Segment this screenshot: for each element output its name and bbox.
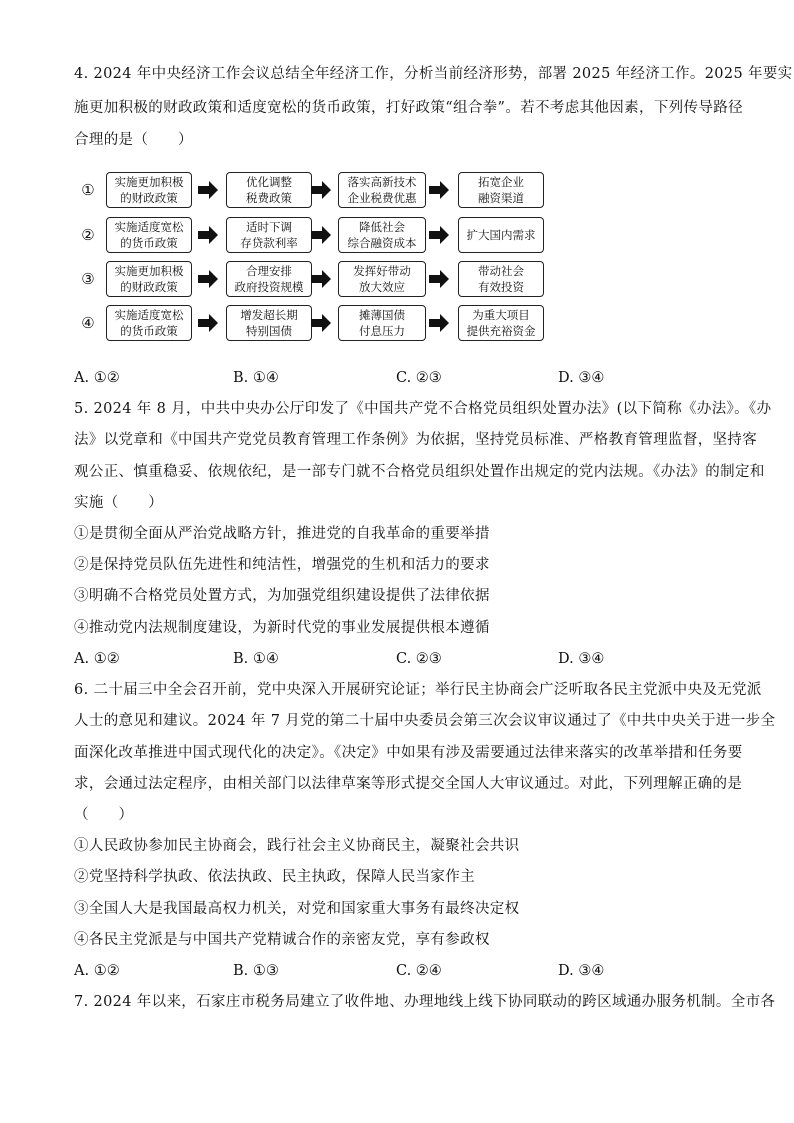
q6-statement-4: ④各民主党派是与中国共产党精诚合作的亲密友党，享有参政权 [74,932,490,948]
q6-statement-3: ③全国人大是我国最高权力机关，对党和国家重大事务有最终决定权 [74,901,520,917]
q6-option-c[interactable]: C. ②④ [396,963,442,979]
arrow-right-icon [429,181,449,199]
arrow-right-icon [429,270,449,288]
arrow-right-icon [311,314,331,332]
q5-option-b[interactable]: B. ①④ [233,651,279,667]
arrow-right-icon [198,314,218,332]
q6-stem-line-4: 求，会通过法定程序，由相关部门以法律草案等形式提交全国人大审议通过。对此，下列理解正确的是 [74,776,743,792]
path-2-step-2: 适时下调 存贷款利率 [226,217,312,253]
path-4-step-2: 增发超长期 特别国债 [226,305,312,341]
path-1-step-3: 落实高新技术 企业税费优惠 [338,172,426,208]
arrow-right-icon [311,181,331,199]
q5-stem-line-1: 5. 2024 年 8 月，中共中央办公厅印发了《中国共产党不合格党员组织处置办法》(以下简称《办法》。《办 [74,401,772,417]
q4-option-d[interactable]: D. ③④ [558,370,605,386]
path-3-step-2: 合理安排 政府投资规模 [226,261,312,297]
path-4-step-3: 摊薄国债 付息压力 [338,305,426,341]
q4-option-b[interactable]: B. ①④ [233,370,279,386]
arrow-right-icon [429,314,449,332]
arrow-right-icon [311,270,331,288]
q6-statement-1: ①人民政协参加民主协商会，践行社会主义协商民主，凝聚社会共识 [74,838,520,854]
q5-statement-4: ④推动党内法规制度建设，为新时代党的事业发展提供根本遵循 [74,620,490,636]
q5-stem-line-4: 实施（ ） [74,495,164,511]
q7-stem-line-1: 7. 2024 年以来，石家庄市税务局建立了收件地、办理地线上线下协同联动的跨区域通办服务机制。全市各 [74,994,776,1010]
q5-option-c[interactable]: C. ②③ [396,651,442,667]
arrow-right-icon [198,270,218,288]
path-number-3: ③ [81,270,95,288]
q5-stem-line-3: 观公正、慎重稳妥、依规依纪，是一部专门就不合格党员组织处置作出规定的党内法规。《办法》的制定和 [74,464,765,480]
path-3-step-4: 带动社会 有效投资 [458,261,544,297]
path-number-4: ④ [81,314,95,332]
path-number-2: ② [81,226,95,244]
path-2-step-3: 降低社会 综合融资成本 [338,217,426,253]
q5-option-a[interactable]: A. ①② [74,651,120,667]
q6-stem-line-1: 6. 二十届三中全会召开前，党中央深入开展研究论证；举行民主协商会广泛听取各民主党派中央及无党派 [74,682,762,698]
q5-option-d[interactable]: D. ③④ [558,651,605,667]
q5-statement-3: ③明确不合格党员处置方式，为加强党组织建设提供了法律依据 [74,588,490,604]
arrow-right-icon [429,226,449,244]
q6-option-a[interactable]: A. ①② [74,963,120,979]
q6-statement-2: ②党坚持科学执政、依法执政、民主执政，保障人民当家作主 [74,869,475,885]
q6-option-b[interactable]: B. ①③ [233,963,279,979]
path-3-step-3: 发挥好带动 放大效应 [338,261,426,297]
q4-option-a[interactable]: A. ①② [74,370,120,386]
path-1-step-2: 优化调整 税费政策 [226,172,312,208]
q4-stem-line-1: 4. 2024 年中央经济工作会议总结全年经济工作，分析当前经济形势，部署 2025 年经济工作。2025 年要实 [74,66,793,82]
path-number-1: ① [81,181,95,199]
path-2-step-4: 扩大国内需求 [458,217,544,253]
q4-stem-line-3: 合理的是（ ） [74,132,193,148]
arrow-right-icon [198,226,218,244]
path-4-step-4: 为重大项目 提供充裕资金 [458,305,544,341]
q4-stem-line-2: 施更加积极的财政政策和适度宽松的货币政策，打好政策“组合拳”。若不考虑其他因素，下列传导路径 [74,100,743,116]
path-1-step-1: 实施更加积极 的财政政策 [106,172,192,208]
q5-statement-1: ①是贯彻全面从严治党战略方针，推进党的自我革命的重要举措 [74,526,490,542]
q4-option-c[interactable]: C. ②③ [396,370,442,386]
q6-stem-line-3: 面深化改革推进中国式现代化的决定》。《决定》中如果有涉及需要通过法律来落实的改革举措和任务要 [74,745,743,761]
path-3-step-1: 实施更加积极 的财政政策 [106,261,192,297]
q5-statement-2: ②是保持党员队伍先进性和纯洁性，增强党的生机和活力的要求 [74,557,490,573]
q5-stem-line-2: 法》以党章和《中国共产党党员教育管理工作条例》为依据，坚持党员标准、严格教育管理监督，坚持客 [74,432,758,448]
q6-stem-line-5: （ ） [74,807,134,823]
q6-option-d[interactable]: D. ③④ [558,963,605,979]
path-2-step-1: 实施适度宽松 的货币政策 [106,217,192,253]
q6-stem-line-2: 人士的意见和建议。2024 年 7 月党的第二十届中央委员会第三次会议审议通过了《中共中央关于进一步全 [74,713,776,729]
arrow-right-icon [311,226,331,244]
path-1-step-4: 拓宽企业 融资渠道 [458,172,544,208]
arrow-right-icon [198,181,218,199]
path-4-step-1: 实施适度宽松 的货币政策 [106,305,192,341]
